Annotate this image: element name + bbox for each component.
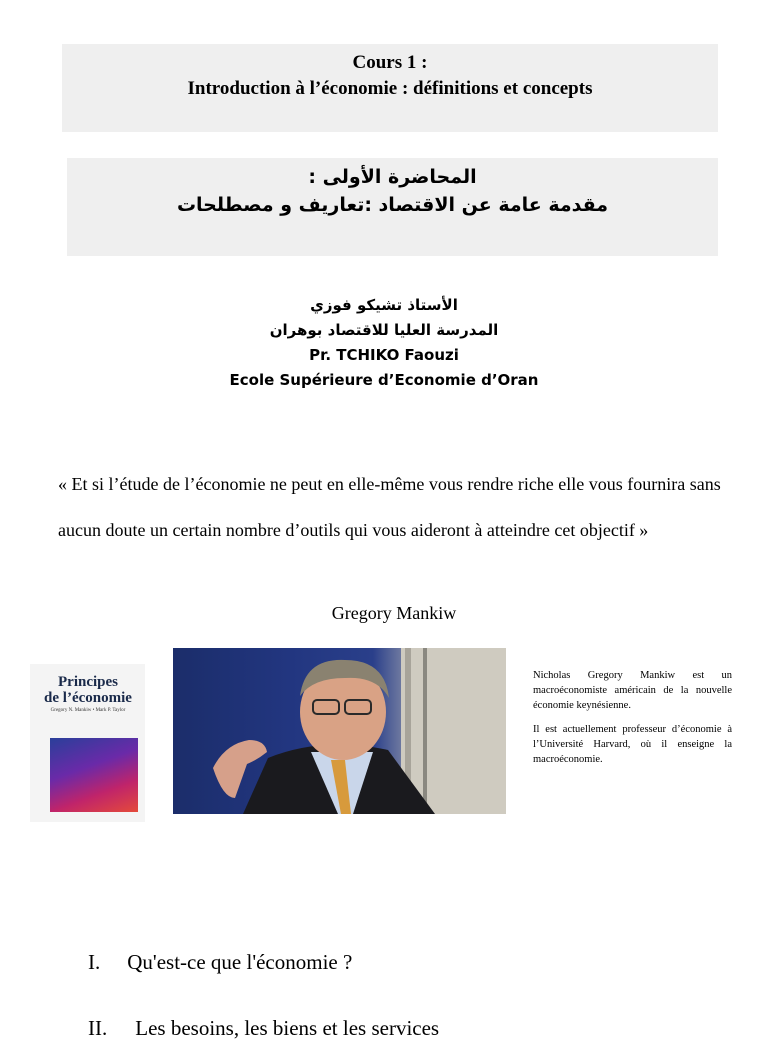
author-name: Pr. TCHIKO Faouzi: [309, 346, 459, 364]
book-title: [36, 674, 140, 706]
course-number: Cours 1 :: [352, 52, 428, 73]
outline-list: [88, 929, 439, 1061]
book-cover-art: [50, 738, 138, 812]
bio-paragraph-1: Nicholas Gregory Mankiw est un macroéconomiste américain de la nouvelle économie keynésienne.: [533, 670, 732, 711]
outline-item: [88, 929, 439, 995]
author-name-ar: الأستاذ تشيكو فوزي: [310, 296, 458, 314]
person-silhouette-icon: [173, 648, 506, 814]
title-fr-box: [62, 44, 718, 132]
book-authors: Gregory N. Mankiw • Mark P. Taylor: [50, 708, 126, 713]
outline-item: [88, 995, 439, 1061]
school-name-ar: المدرسة العليا للاقتصاد بوهران: [269, 321, 499, 339]
portrait-photo: [173, 648, 506, 814]
course-title-ar: مقدمة عامة عن الاقتصاد :تعاريف و مصطلحات: [176, 194, 609, 216]
book-title-line2: de l’économie: [44, 690, 132, 706]
author-block: [0, 293, 768, 393]
title-ar-box: [67, 158, 718, 256]
outline-number: II.: [88, 1016, 108, 1040]
bio-paragraph-2: Il est actuellement professeur d’économie à l’Université Harvard, où il enseigne la macroéconomie.: [533, 724, 732, 765]
bio-text: [533, 668, 732, 776]
school-name: Ecole Supérieure d’Economie d’Oran: [229, 371, 539, 389]
outline-number: I.: [88, 950, 101, 974]
course-number-ar: المحاضرة الأولى :: [308, 166, 477, 188]
book-cover-image: [30, 664, 145, 822]
quote-text: « Et si l’étude de l’économie ne peut en elle-même vous rendre riche elle vous fournira sans aucun doute un certain nombre d’outils qui vous aideront à atteindre cet objectif »: [58, 474, 721, 540]
outline-label: Les besoins, les biens et les services: [135, 1016, 440, 1040]
book-title-line1: Principes: [58, 674, 118, 690]
quote-author: Gregory Mankiw: [331, 603, 457, 623]
course-title: Introduction à l’économie : définitions et concepts: [187, 78, 593, 99]
outline-label: Qu'est-ce que l'économie ?: [127, 950, 353, 974]
